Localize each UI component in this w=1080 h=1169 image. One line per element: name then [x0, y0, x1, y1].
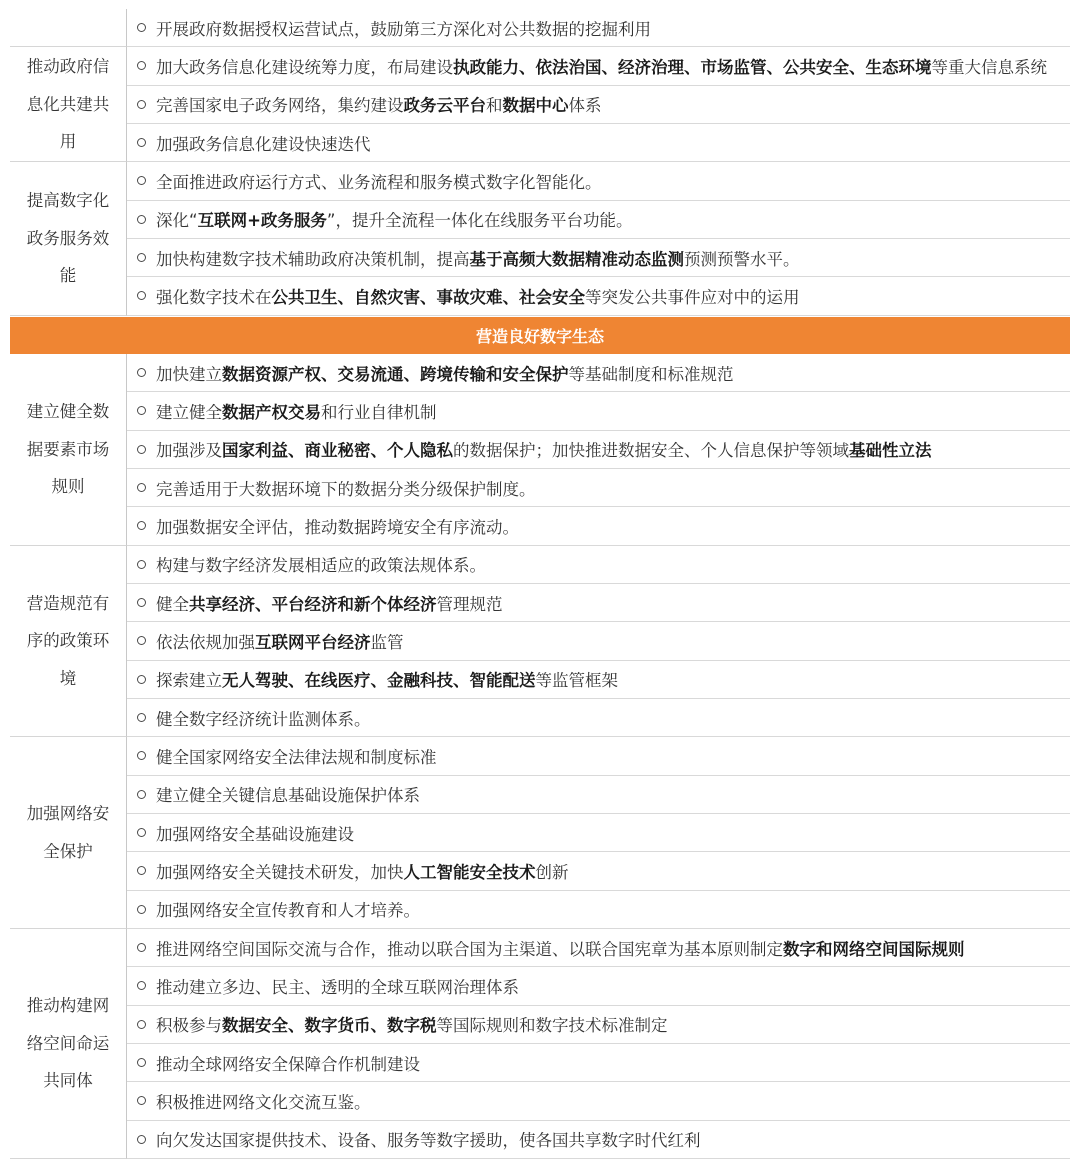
list-item-text: [156, 552, 1070, 576]
bold-keyword: 国家利益、商业秘密、个人隐私: [222, 441, 453, 461]
text-segment: 加大政务信息化建设统筹力度，布局建设: [156, 57, 453, 77]
hollow-circle-bullet-icon: [137, 1135, 146, 1144]
bold-keyword: 数据产权交易: [222, 402, 321, 422]
item-list: [127, 929, 1070, 1159]
list-item: [127, 1006, 1070, 1044]
text-segment: 积极参与: [156, 1016, 222, 1036]
list-item-text: [156, 859, 1070, 883]
list-item-text: [156, 1051, 1070, 1075]
hollow-circle-bullet-icon: [137, 406, 146, 415]
hollow-circle-bullet-icon: [137, 23, 146, 32]
text-segment: 推动全球网络安全保障合作机制建设: [156, 1054, 420, 1074]
list-item: [127, 239, 1070, 277]
text-segment: 向欠发达国家提供技术、设备、服务等数字援助，使各国共享数字时代红利: [156, 1131, 701, 1151]
text-segment: 等重大信息系统: [931, 57, 1047, 77]
text-segment: 加强数据安全评估，推动数据跨境安全有序流动。: [156, 517, 519, 537]
list-item-text: [156, 246, 1070, 270]
list-item: [127, 737, 1070, 775]
text-segment: 完善适用于大数据环境下的数据分类分级保护制度。: [156, 479, 536, 499]
item-list: [127, 47, 1070, 162]
list-item-text: [156, 667, 1070, 691]
text-segment: 依法依规加强: [156, 632, 255, 652]
text-segment: 等基础制度和标准规范: [568, 364, 734, 384]
table-group: [10, 354, 1070, 546]
list-item-text: [156, 514, 1070, 538]
text-segment: 加快构建数字技术辅助政府决策机制，提高: [156, 249, 470, 269]
list-item: [127, 929, 1070, 967]
list-item-text: [156, 16, 1070, 40]
text-segment: 体系: [568, 96, 602, 116]
table-group: [10, 162, 1070, 315]
text-segment: 完善国家电子政务网络，集约建设: [156, 96, 404, 116]
table-group: [10, 47, 1070, 162]
group-label-cell: [10, 47, 127, 162]
bold-keyword: 人工智能安全技术: [403, 862, 536, 882]
list-item: [127, 814, 1070, 852]
text-segment: 健全: [156, 594, 189, 614]
hollow-circle-bullet-icon: [137, 790, 146, 799]
hollow-circle-bullet-icon: [137, 445, 146, 454]
hollow-circle-bullet-icon: [137, 598, 146, 607]
bold-keyword: 基于高频大数据精准动态监测: [469, 249, 684, 269]
hollow-circle-bullet-icon: [137, 636, 146, 645]
hollow-circle-bullet-icon: [137, 675, 146, 684]
list-item-text: [156, 1127, 1070, 1151]
item-list: [127, 162, 1070, 315]
list-item-text: [156, 169, 1070, 193]
group-label: 建立健全数据要素市场规则: [26, 402, 110, 497]
list-item: [127, 507, 1070, 545]
list-item: [127, 1044, 1070, 1082]
text-segment: 加强政务信息化建设快速迭代: [156, 134, 371, 154]
bold-keyword: 数据中心: [502, 96, 569, 116]
item-list: [127, 354, 1070, 546]
text-segment: 和: [486, 96, 503, 116]
list-item: [127, 201, 1070, 239]
text-segment: 和行业自律机制: [321, 402, 437, 422]
text-segment: 开展政府数据授权运营试点，鼓励第三方深化对公共数据的挖掘利用: [156, 19, 651, 39]
list-item: [127, 469, 1070, 507]
text-segment: 监管: [370, 632, 404, 652]
table-group: [10, 737, 1070, 929]
list-item-text: [156, 284, 1070, 308]
hollow-circle-bullet-icon: [137, 138, 146, 147]
list-item-text: [156, 1089, 1070, 1113]
list-item: [127, 9, 1070, 47]
list-item-text: [156, 591, 1070, 615]
text-segment: 建立健全关键信息基础设施保护体系: [156, 786, 420, 806]
list-item: [127, 277, 1070, 315]
bold-keyword: 数据资源产权、交易流通、跨境传输和安全保护: [222, 364, 569, 384]
hollow-circle-bullet-icon: [137, 61, 146, 70]
list-item: [127, 584, 1070, 622]
hollow-circle-bullet-icon: [137, 100, 146, 109]
text-segment: 探索建立: [156, 671, 222, 691]
group-label-cell: [10, 9, 127, 47]
list-item-text: [156, 437, 1070, 461]
hollow-circle-bullet-icon: [137, 751, 146, 760]
list-item: [127, 162, 1070, 200]
text-segment: 建立健全: [156, 402, 222, 422]
bold-keyword: 公共卫生、自然灾害、事故灾难、社会安全: [271, 287, 585, 307]
list-item-text: [156, 821, 1070, 845]
list-item-text: [156, 897, 1070, 921]
list-item-text: [156, 399, 1070, 423]
list-item-text: [156, 1012, 1070, 1036]
table-group: [10, 546, 1070, 738]
text-segment: 推进网络空间国际交流与合作，推动以联合国为主渠道、以联合国宪章为基本原则制定: [156, 939, 783, 959]
hollow-circle-bullet-icon: [137, 981, 146, 990]
hollow-circle-bullet-icon: [137, 828, 146, 837]
bold-keyword: 无人驾驶、在线医疗、金融科技、智能配送: [222, 671, 536, 691]
list-item: [127, 661, 1070, 699]
text-segment: 健全国家网络安全法律法规和制度标准: [156, 747, 437, 767]
list-item: [127, 967, 1070, 1005]
text-segment: 加快建立: [156, 364, 222, 384]
bold-keyword: 政务云平台: [403, 96, 486, 116]
text-segment: 等国际规则和数字技术标准制定: [436, 1016, 668, 1036]
bold-keyword: 互联网平台经济: [255, 632, 371, 652]
hollow-circle-bullet-icon: [137, 521, 146, 530]
hollow-circle-bullet-icon: [137, 560, 146, 569]
hollow-circle-bullet-icon: [137, 713, 146, 722]
list-item-text: [156, 54, 1070, 78]
list-item: [127, 431, 1070, 469]
bold-keyword: 数字和网络空间国际规则: [783, 939, 965, 959]
text-segment: 等突发公共事件应对中的运用: [585, 287, 800, 307]
section-header: 营造良好数字生态: [10, 316, 1070, 354]
text-segment: 加强涉及: [156, 441, 222, 461]
text-segment: 构建与数字经济发展相适应的政策法规体系。: [156, 556, 486, 576]
list-item-text: [156, 744, 1070, 768]
group-label-cell: [10, 737, 127, 929]
text-segment: 加强网络安全关键技术研发，加快: [156, 862, 404, 882]
hollow-circle-bullet-icon: [137, 368, 146, 377]
list-item: [127, 1082, 1070, 1120]
list-item: [127, 124, 1070, 162]
list-item: [127, 47, 1070, 85]
policy-table: [10, 9, 1070, 1159]
group-label: 提高数字化政务服务效能: [26, 191, 110, 286]
list-item: [127, 546, 1070, 584]
group-label-cell: [10, 354, 127, 546]
text-segment: 等监管框架: [535, 671, 618, 691]
item-list: [127, 737, 1070, 929]
hollow-circle-bullet-icon: [137, 483, 146, 492]
list-item-text: [156, 782, 1070, 806]
list-item: [127, 622, 1070, 660]
list-item-text: [156, 974, 1070, 998]
list-item-text: [156, 361, 1070, 385]
text-segment: 推动建立多边、民主、透明的全球互联网治理体系: [156, 977, 519, 997]
group-label: 加强网络安全保护: [26, 804, 110, 861]
text-segment: 健全数字经济统计监测体系。: [156, 709, 371, 729]
hollow-circle-bullet-icon: [137, 291, 146, 300]
list-item-text: [156, 207, 1070, 231]
bold-keyword: 互联网+政务服务: [197, 211, 327, 231]
list-item: [127, 891, 1070, 929]
text-segment: 强化数字技术在: [156, 287, 272, 307]
list-item: [127, 699, 1070, 737]
hollow-circle-bullet-icon: [137, 1020, 146, 1029]
hollow-circle-bullet-icon: [137, 1058, 146, 1067]
list-item: [127, 392, 1070, 430]
group-label-cell: [10, 929, 127, 1159]
text-segment: 预测预警水平。: [684, 249, 800, 269]
list-item-text: [156, 92, 1070, 116]
text-segment: 全面推进政府运行方式、业务流程和服务模式数字化智能化。: [156, 172, 602, 192]
group-label: 营造规范有序的政策环境: [26, 593, 110, 688]
bold-keyword: 基础性立法: [849, 441, 932, 461]
text-segment: 积极推进网络文化交流互鉴。: [156, 1092, 371, 1112]
list-item: [127, 86, 1070, 124]
hollow-circle-bullet-icon: [137, 1096, 146, 1105]
hollow-circle-bullet-icon: [137, 943, 146, 952]
group-label-cell: [10, 162, 127, 315]
hollow-circle-bullet-icon: [137, 176, 146, 185]
group-label-cell: [10, 546, 127, 738]
hollow-circle-bullet-icon: [137, 253, 146, 262]
list-item: [127, 852, 1070, 890]
list-item-text: [156, 706, 1070, 730]
list-item-text: [156, 629, 1070, 653]
text-segment: ”，提升全流程一体化在线服务平台功能。: [326, 211, 633, 231]
item-list: [127, 9, 1070, 47]
text-segment: 的数据保护；加快推进数据安全、个人信息保护等领域: [453, 441, 849, 461]
list-item: [127, 354, 1070, 392]
list-item: [127, 1121, 1070, 1159]
table-group: [10, 9, 1070, 47]
bold-keyword: 共享经济、平台经济和新个体经济: [189, 594, 437, 614]
bold-keyword: 数据安全、数字货币、数字税: [222, 1016, 437, 1036]
item-list: [127, 546, 1070, 738]
list-item: [127, 776, 1070, 814]
table-group: [10, 929, 1070, 1159]
list-item-text: [156, 476, 1070, 500]
text-segment: 管理规范: [436, 594, 503, 614]
hollow-circle-bullet-icon: [137, 215, 146, 224]
bold-keyword: 执政能力、依法治国、经济治理、市场监管、公共安全、生态环境: [453, 57, 932, 77]
list-item-text: [156, 131, 1070, 155]
hollow-circle-bullet-icon: [137, 905, 146, 914]
hollow-circle-bullet-icon: [137, 866, 146, 875]
group-label: 推动构建网络空间命运共同体: [26, 996, 110, 1091]
text-segment: 加强网络安全宣传教育和人才培养。: [156, 901, 420, 921]
text-segment: 创新: [535, 862, 569, 882]
text-segment: 加强网络安全基础设施建设: [156, 824, 354, 844]
group-label: 推动政府信息化共建共用: [26, 57, 110, 152]
text-segment: 深化“: [156, 211, 198, 231]
list-item-text: [156, 936, 1070, 960]
